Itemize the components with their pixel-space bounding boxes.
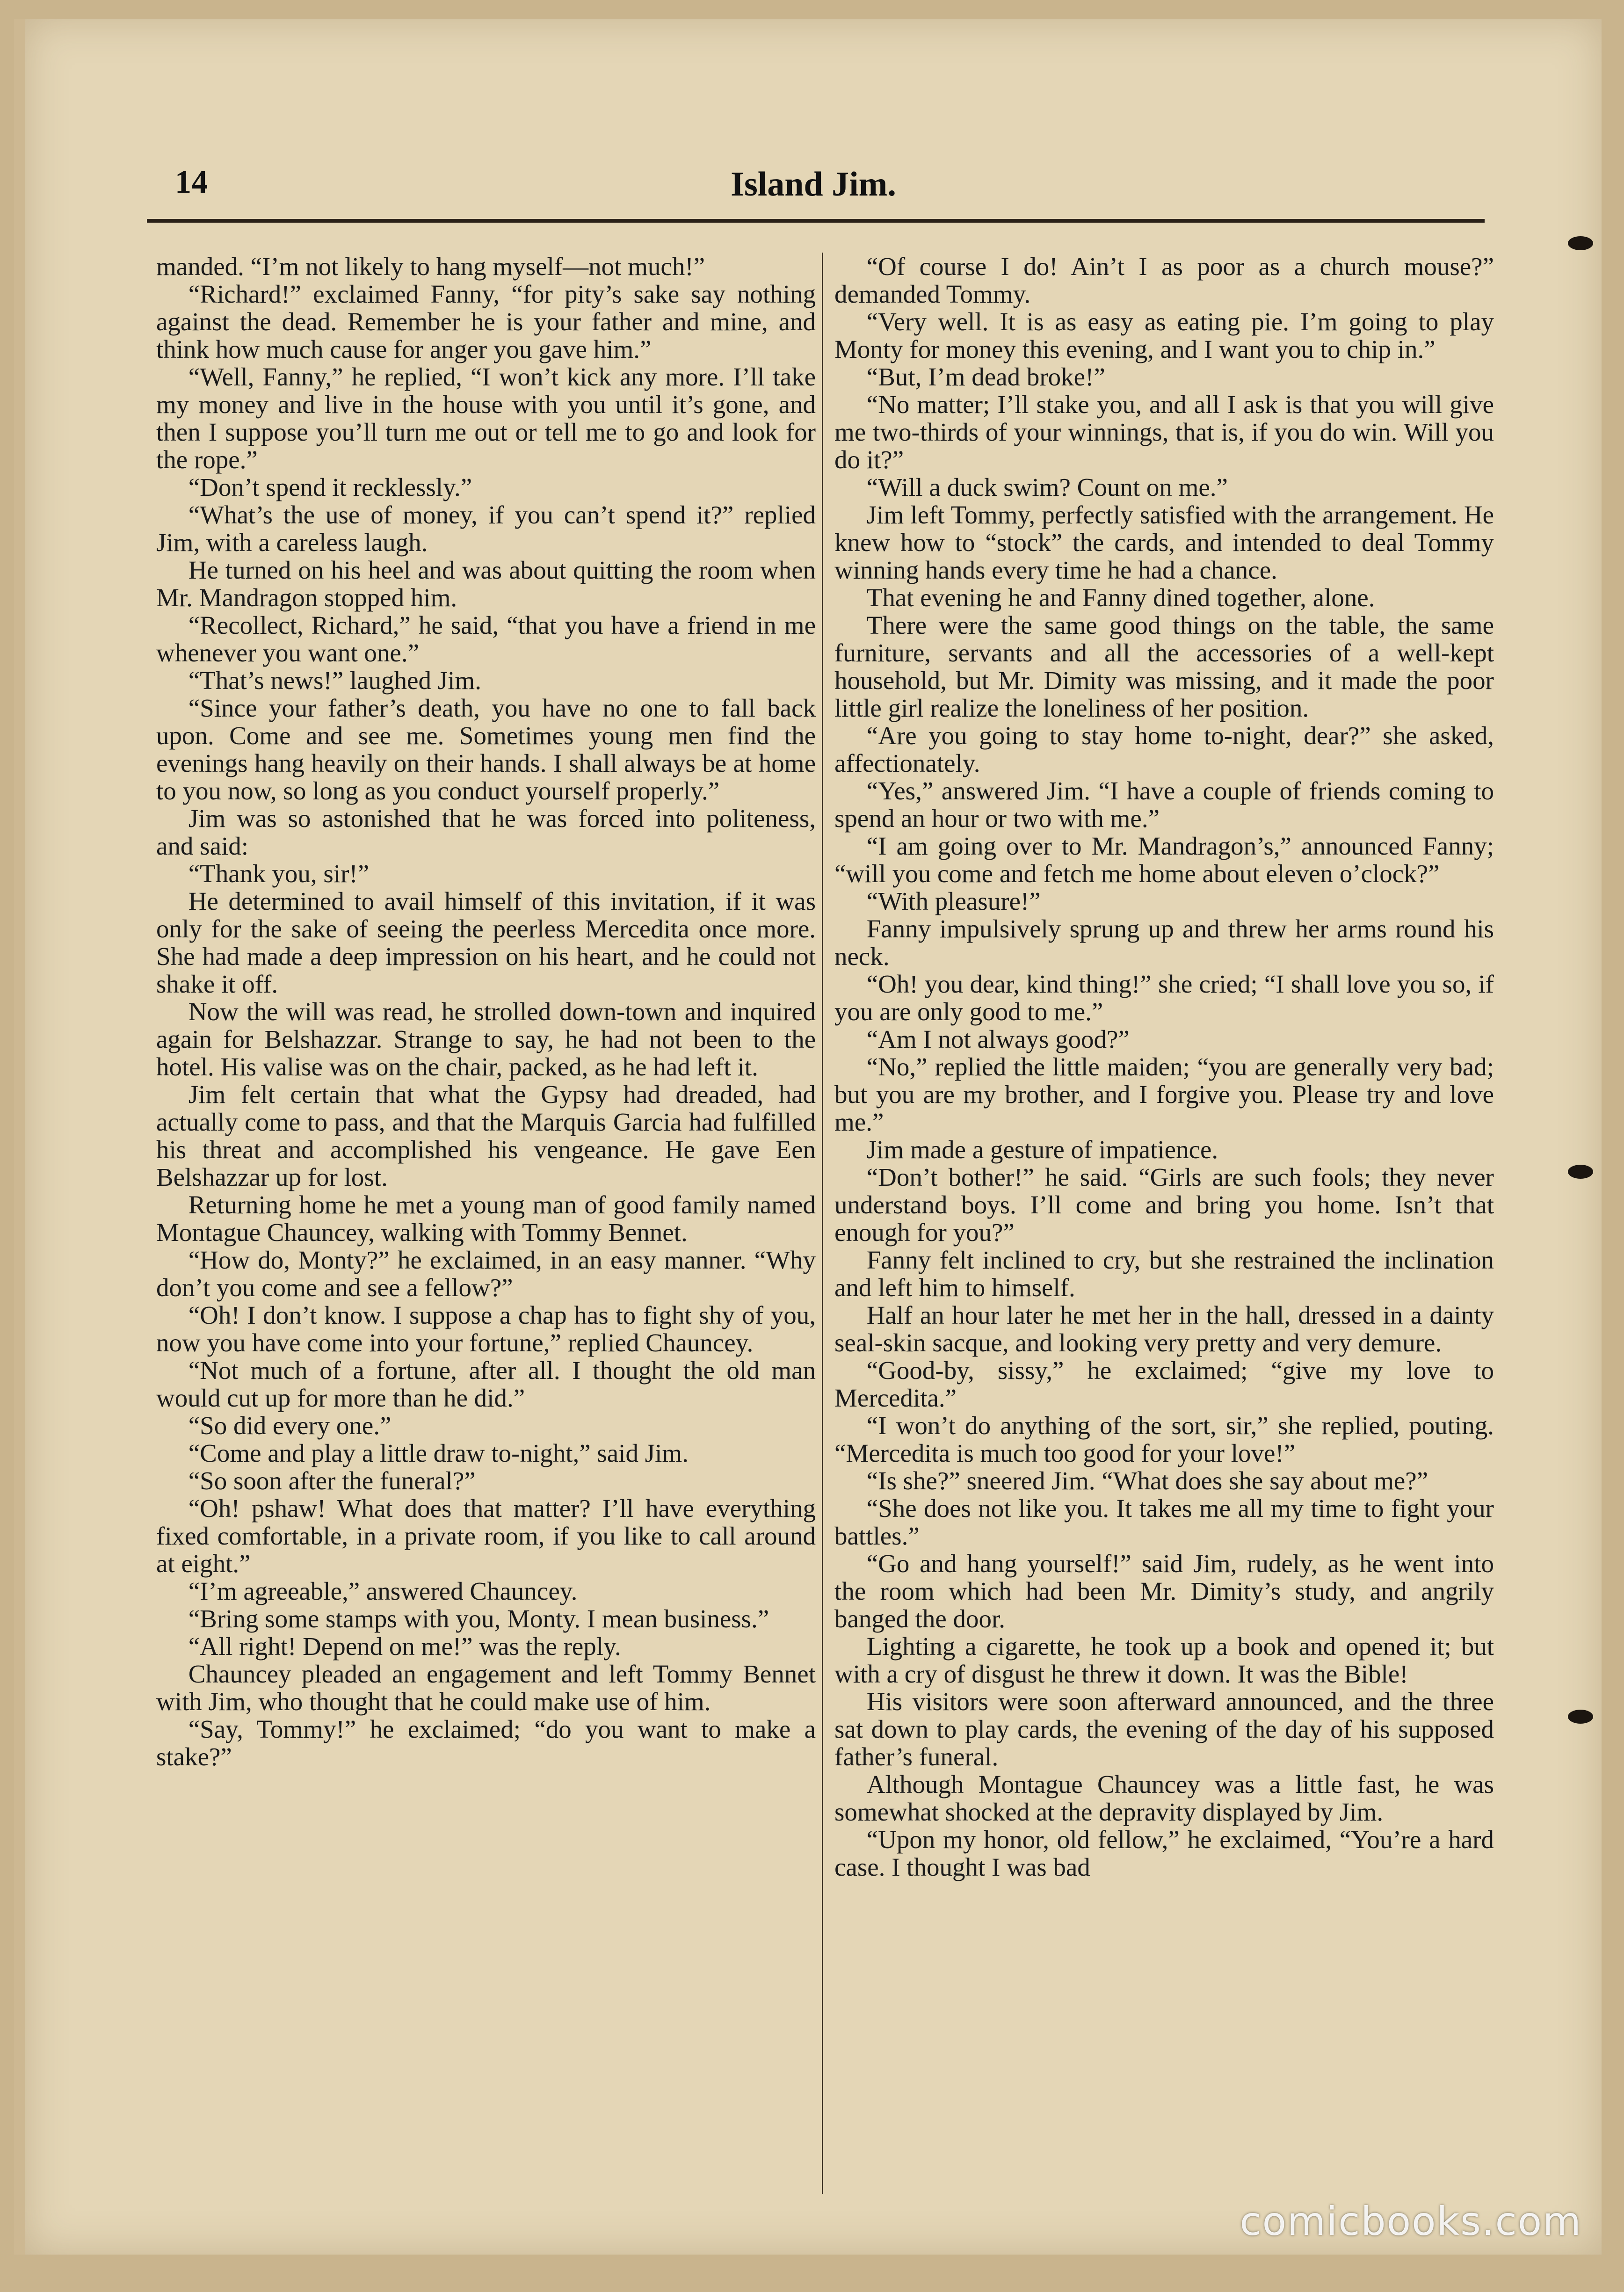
left-column: [156, 253, 816, 2241]
book-page: [14, 19, 1602, 2255]
paragraph: “Oh! pshaw! What does that matter? I’ll have everything fixed comfortable, in a private room, if you like to call around at eight.”: [156, 1494, 816, 1578]
paragraph: He determined to avail himself of this invitation, if it was only for the sake of seeing the peerless Mercedita once more. She had made a deep impression on his heart, and he could not shake it off.: [156, 887, 816, 998]
paragraph: Jim felt certain that what the Gypsy had dreaded, had actually come to pass, and that the Marquis Garcia had fulfilled his threat and accomplished his vengeance. He gave Een Belshazzar up for lost.: [156, 1080, 816, 1191]
paragraph: “I’m agreeable,” answered Chauncey.: [188, 1577, 578, 1605]
paragraph: “Of course I do! Ain’t I as poor as a church mouse?” demanded Tommy.: [834, 253, 1494, 308]
binding-hole: [1568, 236, 1593, 250]
paragraph: “Since your father’s death, you have no one to fall back upon. Come and see me. Sometimes young men find the evenings hang heavily on their hands. I shall always be at home to you now, so long as you conduct yourself properly.”: [156, 694, 816, 805]
paragraph: Fanny felt inclined to cry, but she restrained the inclination and left him to himself.: [834, 1246, 1494, 1302]
paragraph: “Good-by, sissy,” he exclaimed; “give my love to Mercedita.”: [834, 1356, 1494, 1412]
paragraph: That evening he and Fanny dined together, alone.: [866, 583, 1375, 612]
paragraph: Now the will was read, he strolled down-town and inquired again for Belshazzar. Strange to say, he had not been to the hotel. His valise was on the chair, packed, as he had left it.: [156, 997, 816, 1081]
paragraph: “Will a duck swim? Count on me.”: [866, 473, 1228, 501]
running-title: Island Jim.: [731, 165, 896, 203]
paragraph: “Well, Fanny,” he replied, “I won’t kick any more. I’ll take my money and live in the house with you until it’s gone, and then I suppose you’ll turn me out or tell me to go and look for the rope.”: [156, 363, 816, 474]
paragraph: Half an hour later he met her in the hall, dressed in a dainty seal-skin sacque, and looking very pretty and very demure.: [834, 1301, 1494, 1357]
paragraph: “Recollect, Richard,” he said, “that you have a friend in me whenever you want one.”: [156, 611, 816, 667]
paragraph: “No,” replied the little maiden; “you are generally very bad; but you are my brother, and I forgive you. Please try and love me.”: [834, 1052, 1494, 1136]
paragraph: “But, I’m dead broke!”: [866, 363, 1105, 391]
paragraph: Jim made a gesture of impatience.: [866, 1135, 1218, 1164]
binding-hole: [1568, 1165, 1593, 1179]
paragraph: Returning home he met a young man of good family named Montague Chauncey, walking with Tommy Bennet.: [156, 1190, 816, 1247]
paragraph: “Is she?” sneered Jim. “What does she say about me?”: [866, 1466, 1428, 1495]
paragraph: “Don’t spend it recklessly.”: [188, 473, 472, 501]
paragraph: “How do, Monty?” he exclaimed, in an easy manner. “Why don’t you come and see a fellow?”: [156, 1246, 816, 1302]
paragraph: “With pleasure!”: [866, 887, 1041, 915]
paragraph: Fanny impulsively sprung up and threw her arms round his neck.: [834, 914, 1494, 971]
paragraph: Jim left Tommy, perfectly satisfied with the arrangement. He knew how to “stock” the cards, and intended to deal Tommy winning hands every time he had a chance.: [834, 500, 1494, 584]
paragraph: “All right! Depend on me!” was the reply.: [188, 1632, 621, 1661]
paragraph: “I won’t do anything of the sort, sir,” she replied, pouting. “Mercedita is much too good for your love!”: [834, 1411, 1494, 1467]
paragraph: “No matter; I’ll stake you, and all I ask is that you will give me two-thirds of your winnings, that is, if you do win. Will you do it?”: [834, 390, 1494, 474]
paragraph: “Not much of a fortune, after all. I thought the old man would cut up for more than he did.”: [156, 1356, 816, 1412]
paragraph: manded. “I’m not likely to hang myself—not much!”: [156, 253, 705, 281]
paragraph: “Go and hang yourself!” said Jim, rudely, as he went into the room which had been Mr. Dimity’s study, and angrily banged the door.: [834, 1549, 1494, 1633]
paragraph: He turned on his heel and was about quitting the room when Mr. Mandragon stopped him.: [156, 556, 816, 612]
column-divider: [822, 253, 823, 2194]
paragraph: “Upon my honor, old fellow,” he exclaimed, “You’re a hard case. I thought I was bad: [834, 1825, 1494, 1881]
paragraph: “Come and play a little draw to-night,” said Jim.: [188, 1439, 689, 1467]
paragraph: Lighting a cigarette, he took up a book and opened it; but with a cry of disgust he threw it down. It was the Bible!: [834, 1632, 1494, 1688]
watermark: comicbooks.com: [1240, 2198, 1582, 2244]
paragraph: “Richard!” exclaimed Fanny, “for pity’s sake say nothing against the dead. Remember he is your father and mine, and think how much cause for anger you gave him.”: [156, 280, 816, 363]
paragraph: “Bring some stamps with you, Monty. I mean business.”: [188, 1604, 769, 1633]
paragraph: Chauncey pleaded an engagement and left Tommy Bennet with Jim, who thought that he could make use of him.: [156, 1660, 816, 1716]
paragraph: “I am going over to Mr. Mandragon’s,” announced Fanny; “will you come and fetch me home about eleven o’clock?”: [834, 832, 1494, 888]
paragraph: There were the same good things on the table, the same furniture, servants and all the accessories of a well-kept household, but Mr. Dimity was missing, and it made the poor little girl realize the loneliness of her position.: [834, 611, 1494, 722]
paragraph: “Yes,” answered Jim. “I have a couple of friends coming to spend an hour or two with me.”: [834, 776, 1494, 833]
paragraph: Although Montague Chauncey was a little fast, he was somewhat shocked at the depravity displayed by Jim.: [834, 1770, 1494, 1826]
paragraph: His visitors were soon afterward announced, and the three sat down to play cards, the evening of the day of his supposed father’s funeral.: [834, 1687, 1494, 1771]
binding-hole: [1568, 1710, 1593, 1724]
paragraph: “Thank you, sir!”: [188, 859, 370, 888]
paragraph: “That’s news!” laughed Jim.: [188, 666, 481, 695]
paragraph: “Oh! you dear, kind thing!” she cried; “I shall love you so, if you are only good to me.”: [834, 970, 1494, 1026]
paragraph: “She does not like you. It takes me all my time to fight your battles.”: [834, 1494, 1494, 1550]
paragraph: “Very well. It is as easy as eating pie. I’m going to play Monty for money this evening, and I want you to chip in.”: [834, 307, 1494, 363]
page-number: 14: [175, 164, 208, 200]
paragraph: “Say, Tommy!” he exclaimed; “do you want to make a stake?”: [156, 1715, 816, 1771]
paragraph: “Oh! I don’t know. I suppose a chap has to fight shy of you, now you have come into your fortune,” replied Chauncey.: [156, 1301, 816, 1357]
paragraph: “Am I not always good?”: [866, 1025, 1130, 1053]
paragraph: “What’s the use of money, if you can’t spend it?” replied Jim, with a careless laugh.: [156, 500, 816, 557]
paragraph: “So did every one.”: [188, 1411, 392, 1440]
paragraph: “Don’t bother!” he said. “Girls are such fools; they never understand boys. I’ll come and bring you home. Isn’t that enough for you?”: [834, 1163, 1494, 1247]
page-header: [147, 136, 1480, 206]
right-column: [834, 253, 1494, 2241]
paragraph: “So soon after the funeral?”: [188, 1466, 476, 1495]
paragraph: “Are you going to stay home to-night, dear?” she asked, affectionately.: [834, 721, 1494, 777]
paragraph: Jim was so astonished that he was forced into politeness, and said:: [156, 804, 816, 860]
header-rule: [147, 219, 1485, 223]
